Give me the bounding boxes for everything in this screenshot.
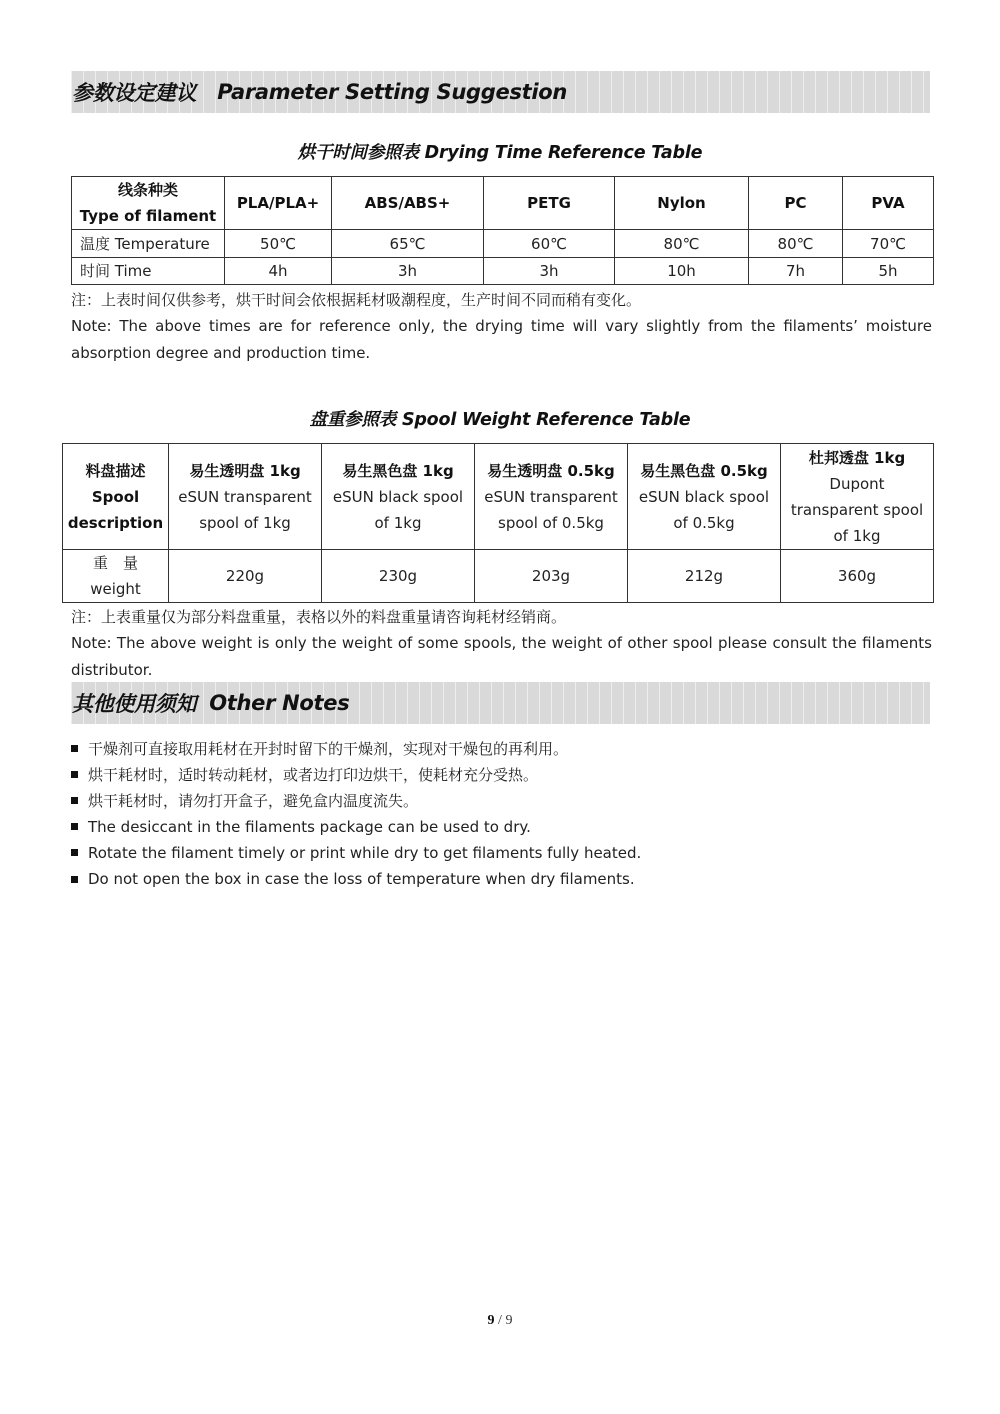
table-cell: 212g: [628, 550, 781, 603]
table-cell: 80℃: [749, 230, 843, 258]
drying-time-table: [71, 176, 934, 285]
table-cell: 3h: [332, 258, 484, 285]
list-item: 干燥剂可直接取用耗材在开封时留下的干燥剂，实现对干燥包的再利用。: [71, 735, 932, 761]
header-dupont-transparent-1kg: 杜邦透盘 1kg Dupont transparent spool of 1kg: [781, 444, 934, 550]
table-cell: 60℃: [484, 230, 615, 258]
header-abs: ABS/ABS+: [332, 177, 484, 230]
table-cell: 360g: [781, 550, 934, 603]
table-cell: 50℃: [225, 230, 332, 258]
spool-note-cn: 注：上表重量仅为部分料盘重量，表格以外的料盘重量请咨询耗材经销商。: [71, 608, 567, 626]
table-cell: 5h: [843, 258, 934, 285]
header-esun-transparent-05kg: 易生透明盘 0.5kg eSUN transparent spool of 0.5kg: [475, 444, 628, 550]
table-row-time: [72, 258, 934, 285]
table-header-row: [63, 444, 934, 550]
row-label: 温度 Temperature: [72, 230, 225, 258]
header-esun-black-1kg: 易生黑色盘 1kg eSUN black spool of 1kg: [322, 444, 475, 550]
section-title-cn: 其他使用须知: [72, 692, 197, 716]
list-item: 烘干耗材时，适时转动耗材，或者边打印边烘干，使耗材充分受热。: [71, 761, 932, 787]
spool-table-title: 盘重参照表 Spool Weight Reference Table: [309, 410, 691, 430]
spool-note-en: Note: The above weight is only the weight of some spools, the weight of other spool please consult the filaments distributor.: [71, 634, 932, 679]
list-item: Rotate the filament timely or print while dry to get filaments fully heated.: [71, 840, 932, 866]
list-item: Do not open the box in case the loss of temperature when dry filaments.: [71, 866, 932, 892]
square-bullet-icon: [71, 745, 78, 752]
list-item: 烘干耗材时，请勿打开盒子，避免盒内温度流失。: [71, 787, 932, 813]
square-bullet-icon: [71, 823, 78, 830]
section-title-en: Parameter Setting Suggestion: [217, 80, 568, 104]
header-pla: PLA/PLA+: [225, 177, 332, 230]
drying-table-title: 烘干时间参照表 Drying Time Reference Table: [297, 143, 703, 163]
table-cell: 80℃: [615, 230, 749, 258]
square-bullet-icon: [71, 876, 78, 883]
square-bullet-icon: [71, 849, 78, 856]
page-number: 9 / 9: [487, 1313, 513, 1328]
header-filament-type: 线条种类 Type of filament: [72, 177, 225, 230]
header-esun-transparent-1kg: 易生透明盘 1kg eSUN transparent spool of 1kg: [169, 444, 322, 550]
table-cell: 220g: [169, 550, 322, 603]
row-label-weight: 重 量 weight: [63, 550, 169, 603]
table-cell: 4h: [225, 258, 332, 285]
header-esun-black-05kg: 易生黑色盘 0.5kg eSUN black spool of 0.5kg: [628, 444, 781, 550]
table-cell: 3h: [484, 258, 615, 285]
header-petg: PETG: [484, 177, 615, 230]
table-cell: 7h: [749, 258, 843, 285]
square-bullet-icon: [71, 771, 78, 778]
table-cell: 65℃: [332, 230, 484, 258]
table-cell: 230g: [322, 550, 475, 603]
table-header-row: [72, 177, 934, 230]
drying-note-cn: 注：上表时间仅供参考，烘干时间会依根据耗材吸潮程度，生产时间不同而稍有变化。: [71, 291, 642, 309]
header-spool-description: 料盘描述 Spool description: [63, 444, 169, 550]
section-header-other-notes: [71, 682, 930, 724]
header-nylon: Nylon: [615, 177, 749, 230]
header-pva: PVA: [843, 177, 934, 230]
list-item: The desiccant in the filaments package can be used to dry.: [71, 814, 932, 840]
table-cell: 70℃: [843, 230, 934, 258]
section-title-en: Other Notes: [209, 691, 350, 715]
other-notes-list: [71, 735, 932, 892]
section-header-parameter: [71, 71, 930, 113]
square-bullet-icon: [71, 797, 78, 804]
header-pc: PC: [749, 177, 843, 230]
row-label: 时间 Time: [72, 258, 225, 285]
spool-weight-table: [62, 443, 934, 603]
table-row-weight: [63, 550, 934, 603]
table-cell: 203g: [475, 550, 628, 603]
table-row-temperature: [72, 230, 934, 258]
table-cell: 10h: [615, 258, 749, 285]
section-title-cn: 参数设定建议: [72, 81, 197, 105]
drying-note-en: Note: The above times are for reference only, the drying time will vary slightly from the filaments’ moisture absorption degree and production time.: [71, 317, 932, 362]
